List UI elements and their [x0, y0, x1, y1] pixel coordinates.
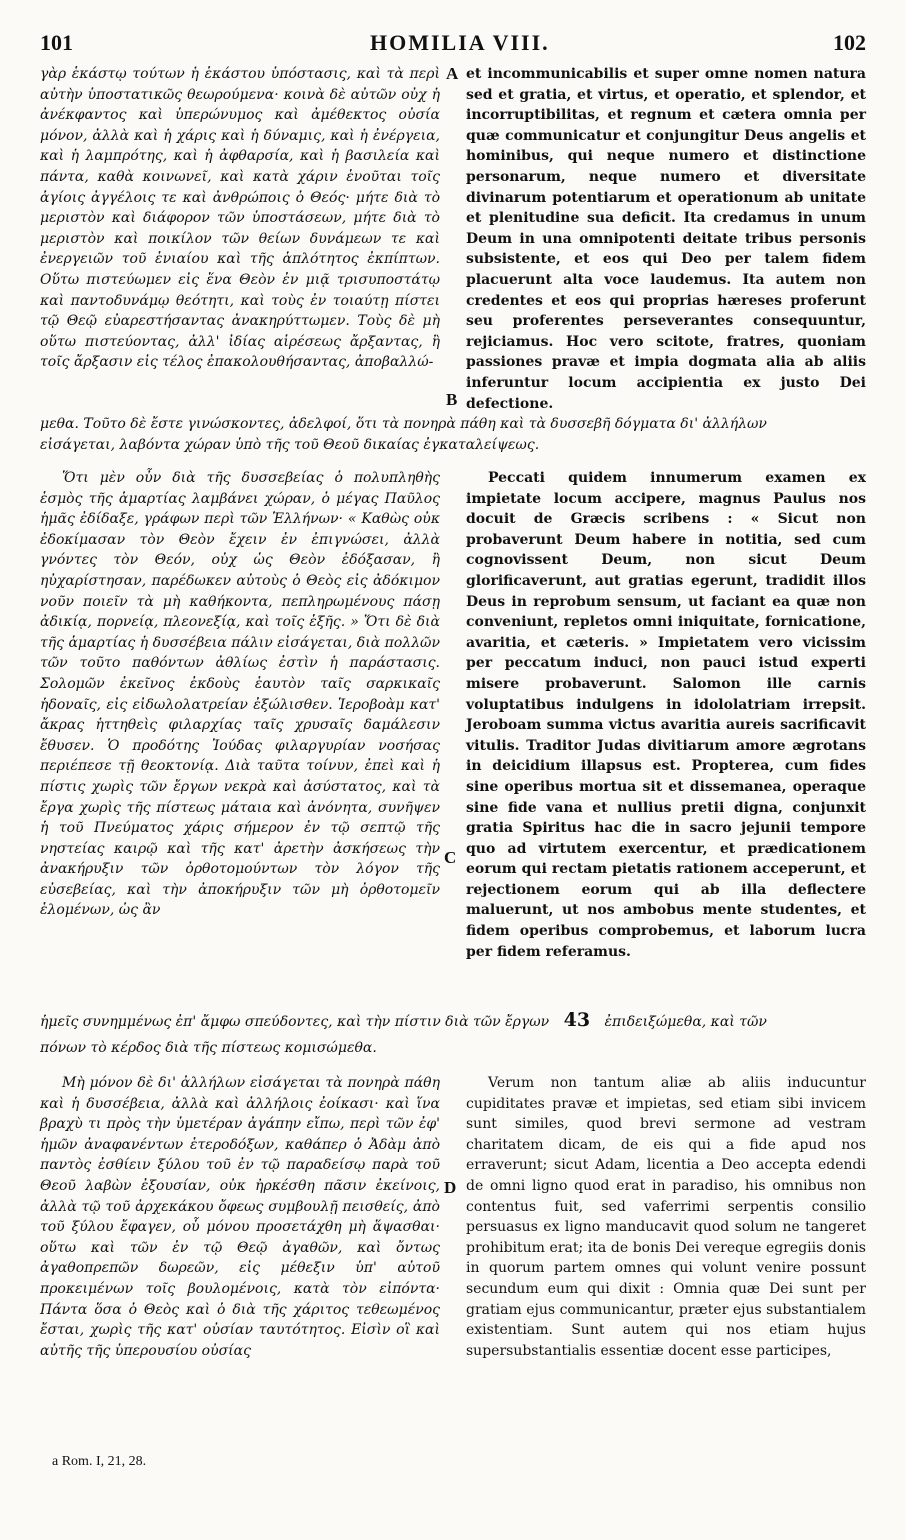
- full-width-greek-line: μεθα. Τοῦτο δὲ ἔστε γινώσκοντες, ἀδελφοί, ὅτι τὰ πονηρὰ πάθη καὶ τὰ δυσσεβῆ δόγματα δι' ἀλλήλων: [40, 416, 767, 432]
- footnote: a Rom. I, 21, 28.: [52, 1454, 147, 1469]
- latin-text-section-1: et incommunicabilis et super omne nomen natura sed et gratia, et virtus, et operatio, et splendor, et incorruptibilitas, et regnum et cætera omnia per quæ communicatur et conjungitur Deus angelis et hominibus, qui neque numero et distinctione personarum, neque numero et diversitate divinarum potentiarum et operationum ab unitate et plenitudine sua deficit. Ita credamus in unum Deum in una omnipotenti deitate tribus personis subsistente, et eos qui Deo per talem fidem placuerunt alta voce laudemus. Ita autem non credentes et eos qui proprias hæreses proferunt seu proferentes perseverantes consequuntur, rejiciamus. Hoc vero scitote, fratres, quoniam passiones pravæ et impia dogmata alia ab aliis inferuntur locum accipientia ex justo Dei defectione.: [466, 66, 866, 412]
- greek-text-section-3: Μὴ μόνον δὲ δι' ἀλλήλων εἰσάγεται τὰ πονηρὰ πάθη καὶ ἡ δυσσέβεια, ἀλλὰ καὶ ἀλλήλοις ἐοίκασι· καὶ ἵνα βραχὺ τι πρὸς τὴν ὑμετέραν ἀγάπην εἴπω, περὶ τῶν ἐφ' ἡμῶν ἀναφανέντων ἑτεροδόξων, καθάπερ ὁ Ἀδὰμ ἀπὸ παντὸς ἐσθίειν ξύλου τοῦ ἐν τῷ παραδείσῳ παρὰ τοῦ Θεοῦ λαβὼν ἐξουσίαν, οὐκ ἠρκέσθη πᾶσιν ἐκείνοις, ἀλλὰ τῷ τοῦ ἀρχεκάκου ὄφεως συμβουλῇ πεισθείς, ἀπὸ τοῦ ξύλου ἔφαγεν, οὗ μόνου προσετάχθη μὴ ἅψασθαι· οὕτω καὶ τῶν ἐν τῷ Θεῷ ἀγαθῶν, καὶ ὄντως ἀγαθοπρεπῶν δωρεῶν, εἰς μέθεξιν ὑπ' αὐτοῦ προκειμένων τοῖς βουλομένοις, κατὰ τὸν εἰπόντα· Πάντα ὅσα ὁ Θεὸς καὶ ὁ διὰ τῆς χάριτος τεθεωμένος ἔσται, χωρὶς τῆς κατ' οὐσίαν ταυτότητος. Εἰσὶν οἳ καὶ αὐτῆς τῆς ὑπερουσίου οὐσίας: [40, 1075, 440, 1359]
- greek-span-text: ἐπιδειξώμεθα, καὶ τῶν: [604, 1014, 767, 1030]
- full-width-greek-line: εἰσάγεται, λαβόντα χώραν ὑπὸ τῆς τοῦ Θεοῦ δικαίας ἐγκαταλείψεως.: [40, 437, 540, 453]
- latin-text-section-3: Verum non tantum aliæ ab aliis inducuntur cupiditates pravæ et impietas, sed etiam sibi invicem sunt similes, quod brevi sermone ad vestram charitatem dicam, de eis qui a fide apud nos erraverunt; sicut Adam, licentia a Deo accepta edendi de omni ligno quod erat in paradiso, his omnibus non contentus fuit, sed vaferrimi serpentis consilio persuasus ex ligno manducavit quod solum ne tangeret prohibitum erat; ita de bonis Dei vereque egregiis donis in quorum partem omnes qui volunt venire possunt secundum eum qui dixit : Omnia quæ Dei sunt per gratiam ejus communicantur, præter ejus substantialem existentiam. Sunt autem qui nos etiam hujus supersubstantialis essentiæ docent esse participes,: [466, 1075, 866, 1359]
- margin-letter-b: B: [446, 390, 458, 409]
- right-page-number: 102: [833, 30, 866, 55]
- full-width-greek-line: [40, 1010, 866, 1033]
- greek-span-text: ἡμεῖς συνημμένως ἐπ' ἄμφω σπεύδοντες, καὶ τὴν πίστιν διὰ τῶν ἔργων: [40, 1014, 550, 1030]
- left-page-number: 101: [40, 30, 73, 55]
- margin-letter-d: D: [444, 1178, 457, 1197]
- running-title: HOMILIA VIII.: [370, 30, 550, 55]
- full-width-greek-line: πόνων τὸ κέρδος διὰ τῆς πίστεως κομισώμεθα.: [40, 1040, 377, 1056]
- margin-letter-c: C: [444, 848, 457, 867]
- margin-letter-a: A: [446, 64, 459, 83]
- latin-text-section-2: Peccati quidem innumerum examen ex impietate locum accipere, magnus Paulus nos docuit de Græcis scribens : « Sicut non probaverunt Deum habere in notitia, sed cum cognovissent Deum, non sicut Deum glorificaverunt, aut gratias egerunt, tradidit illos Deus in reprobum sensum, ut faciant ea quæ non conveniunt, repletos omni iniquitate, fornicatione, avaritia, et cæteris. » Impietatem vero vicissim per peccatum induci, non pauci istud experti misere probaverunt. Salomon ille carnis voluptatibus indulgens in idololatriam irrepsit. Jeroboam summa victus avaritia aureis sacrificavit vitulis. Traditor Judas divitiarum amore ægrotans in deicidium illapsus est. Propterea, cum fides sine operibus mortua sit et dissemanea, operaque sine fide vana et nullius pretii digna, conjunxit gratia Spiritus hac die in sacro jejunii tempore quo ad virtutem exercentur, et prædicationem eorum qui rectam pietatis rationem acceperunt, et rejectionem eorum qui ab illa deflectere maluerunt, ut nos ambobus mente studentes, et fidem operibus comprobemus, et laborum lucra per fidem referamus.: [466, 470, 866, 960]
- greek-text-section-1: γὰρ ἑκάστῳ τούτων ἡ ἑκάστου ὑπόστασις, καὶ τὰ περὶ αὐτὴν ὑποστατικῶς θεωρούμενα· κοινὰ δὲ αὐτῶν οὐχ ἡ ἀνέκφαντος καὶ ὑπερώνυμος καὶ ἀμέθεκτος οὐσία μόνον, ἀλλὰ καὶ ἡ χάρις καὶ ἡ δύναμις, καὶ ἡ ἐνέργεια, καὶ ἡ λαμπρότης, καὶ ἡ ἀφθαρσία, καὶ ἡ βασιλεία καὶ πάντα, καθὰ κοινωνεῖ, καὶ κατὰ χάριν ἑνοῦται τοῖς ἁγίοις ἀγγέλοις τε καὶ ἀνθρώποις ὁ Θεός· μήτε διὰ τὸ μεριστὸν καὶ διάφορον τῶν ὑποστάσεων, μήτε διὰ τὸ μεριστὸν καὶ ποικίλον τῶν θείων δυνάμεων τε καὶ ἐνεργειῶν τοῦ ἑνιαίου καὶ τῆς ἁπλότητος ἐκπίπτων. Οὕτω πιστεύωμεν εἰς ἕνα Θεὸν ἐν μιᾷ τρισυποστάτῳ καὶ παντοδυνάμῳ θεότητι, καὶ τοὺς ἐν τοιαύτῃ πίστει τῷ Θεῷ εὐαρεστήσαντας ἀνακηρύττωμεν. Τοὺς δὲ μὴ οὕτω πιστεύοντας, ἀλλ' ἰδίας αἱρέσεως ἄρξαντας, ἢ τοῖς ἄρξασιν εἰς τέλος ἐπακολουθήσαντας, ἀποβαλλώ-: [40, 66, 440, 371]
- greek-text-section-2: Ὅτι μὲν οὖν διὰ τῆς δυσσεβείας ὁ πολυπληθὴς ἑσμὸς τῆς ἁμαρτίας λαμβάνει χώραν, ὁ μέγας Παῦλος ἡμᾶς ἐδίδαξε, γράφων περὶ τῶν Ἑλλήνων· « Καθὼς οὐκ ἐδοκίμασαν τὸν Θεὸν ἔχειν ἐν ἐπιγνώσει, ἀλλὰ γνόντες τὸν Θεόν, οὐχ ὡς Θεὸν ἐδόξασαν, ἢ ηὐχαρίστησαν, παρέδωκεν αὐτοὺς ὁ Θεὸς εἰς ἀδόκιμον νοῦν ποιεῖν τὰ μὴ καθήκοντα, πεπληρωμένους πάσῃ ἀδικίᾳ, πορνείᾳ, πλεονεξίᾳ, καὶ τοῖς ἑξῆς. » Ὅτι δὲ διὰ τῆς ἁμαρτίας ἡ δυσσέβεια πάλιν εἰσάγεται, διὰ πολλῶν τῶν τοῦτο παθόντων ἀθλίως ἐστὶν ἡ παράστασις. Σολομῶν ἐκεῖνος ἐκδοὺς ἑαυτὸν ταῖς σαρκικαῖς ἡδοναῖς, εἰς εἰδωλολατρείαν ἐξώλισθεν. Ἱεροβοὰμ κατ' ἄκρας ἡττηθεὶς φιλαρχίας ταῖς χρυσαῖς δαμάλεσιν ἔθυσεν. Ὁ προδότης Ἰούδας φιλαργυρίαν νοσήσας περιέπεσε τῇ θεοκτονίᾳ. Διὰ ταῦτα τοίνυν, ἐπεὶ καὶ ἡ πίστις χωρὶς τῶν ἔργων νεκρὰ καὶ ἀσύστατος, καὶ τὰ ἔργα χωρὶς τῆς πίστεως μάταια καὶ ἀνόνητα, συνῆψεν ἡ τοῦ Πνεύματος χάρις σήμερον ἐν τῷ σεπτῷ τῆς νηστείας καιρῷ καὶ τῆς κατ' ἀρετὴν ἀσκήσεως τὴν ἀνακήρυξιν τῶν ὀρθοτομούντων τὸν λόγον τῆς εὐσεβείας, καὶ τὴν ἀποκήρυξιν τῶν μὴ ὀρθοτομεῖν ἑλομένων, ὡς ἂν: [40, 470, 440, 919]
- folio-number: 43: [563, 1010, 591, 1031]
